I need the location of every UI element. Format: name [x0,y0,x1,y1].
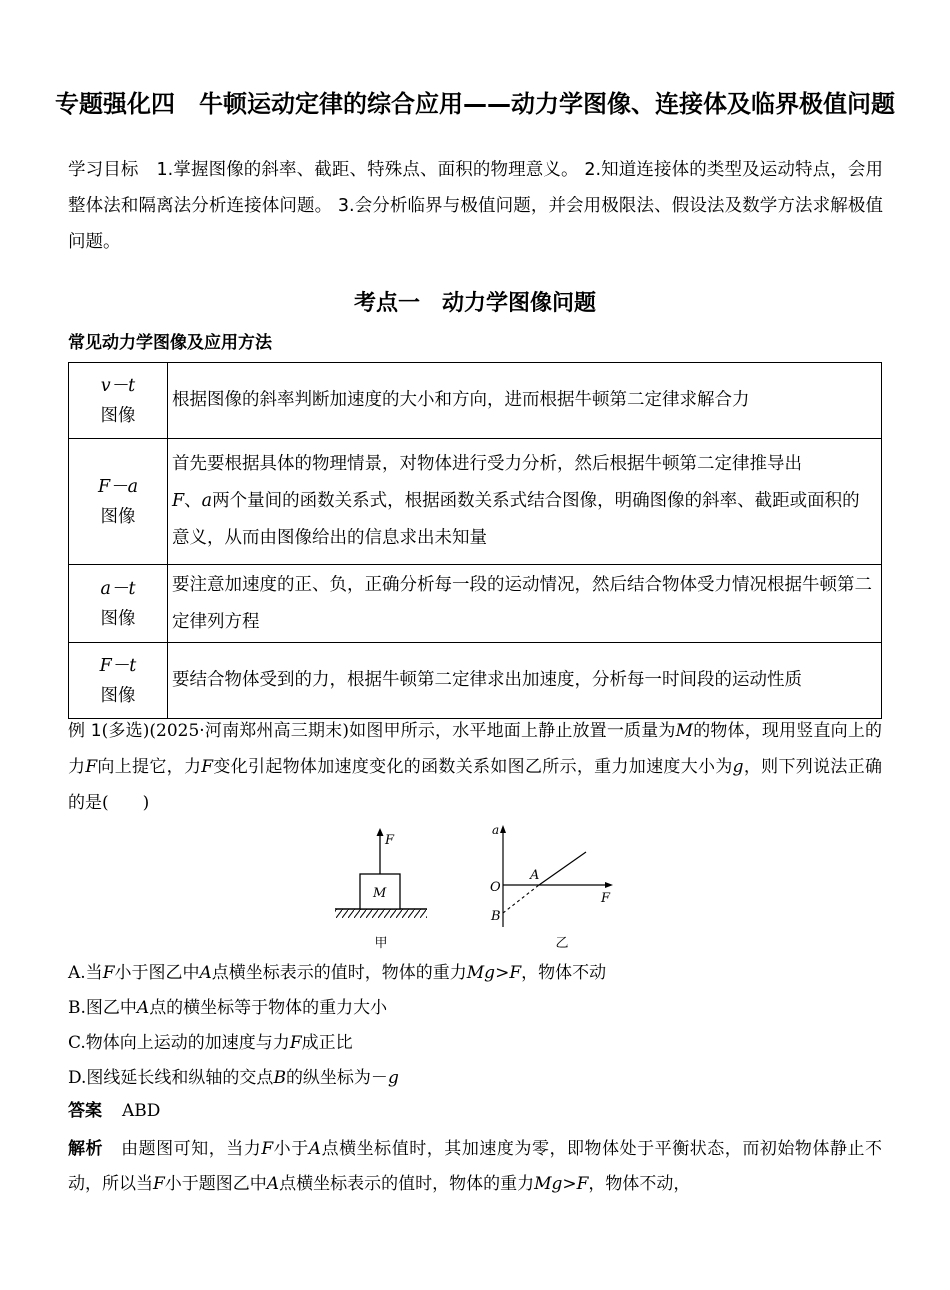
table-row [69,363,882,439]
extension-dashed-line [503,885,539,913]
analysis-text: 解析 由题图可知，当力F小于A点横坐标值时，其加速度为零，即物体处于平衡状态，而初始物体静止不动，所以当F小于题图乙中A点横坐标表示的值时，物体的重力Mg>F，物体不动， [68,1139,883,1194]
row-label: v－t 图像 [69,363,168,439]
row-label: F－a 图像 [69,439,168,565]
table-heading: 常见动力学图像及应用方法 [68,333,272,353]
option-b: B.图乙中A点的横坐标等于物体的重力大小 [68,998,388,1018]
example-tag: (多选)(2025·河南郑州高三期末) [101,721,349,741]
option-d: D.图线延长线和纵轴的交点B的纵坐标为－g [68,1068,399,1088]
example-label: 例 1 [68,721,102,741]
graph-line [539,852,586,885]
a-axis-label: a [492,823,500,837]
row-text: 根据图像的斜率判断加速度的大小和方向，进而根据牛顿第二定律求解合力 [168,363,882,439]
goals-label: 学习目标 [68,160,139,180]
table-row [69,565,882,643]
answer-options [68,956,882,1096]
section-title: 考点一 动力学图像问题 [353,291,596,316]
row-text: 要注意加速度的正、负，正确分析每一段的运动情况，然后结合物体受力情况根据牛顿第二定律列方程 [168,565,882,643]
row-label: F－t 图像 [69,643,168,719]
table-row [69,439,882,565]
answer-line [68,1096,160,1121]
answer-value: ABD [122,1101,161,1121]
row-text: 要结合物体受到的力，根据牛顿第二定律求出加速度，分析每一时间段的运动性质 [168,643,882,719]
problem-figure [330,822,630,957]
methods-table [68,362,882,719]
caption-yi: 乙 [555,936,569,951]
point-a-label: A [530,868,540,883]
figure-jia [335,828,427,951]
mass-label: M [373,886,387,901]
option-a: A.当F小于图乙中A点横坐标表示的值时，物体的重力Mg>F，物体不动 [68,963,607,983]
f-axis-arrowhead [605,882,613,888]
example-problem: 例 1(多选)(2025·河南郑州高三期末)如图甲所示，水平地面上静止放置一质量为M的物体，现用竖直向上的力F向上提它，力F变化引起物体加速度变化的函数关系如图乙所示，重力加速度大小为g，则下列说法正确的是( ) [68,721,883,813]
force-arrowhead [377,828,384,836]
figure-yi [490,823,613,951]
caption-jia: 甲 [374,936,388,951]
page-title: 专题强化四 牛顿运动定律的综合应用——动力学图像、连接体及临界极值问题 [55,90,895,118]
goals-text: 1.掌握图像的斜率、截距、特殊点、面积的物理意义。 2.知道连接体的类型及运动特点，会用整体法和隔离法分析连接体问题。 3.会分析临界与极值问题，并会用极限法、假设法及数学方法求解极值问题。 [68,160,883,252]
f-axis-label: F [601,891,611,906]
ground-hatch [335,909,427,918]
row-text: 首先要根据具体的物理情景，对物体进行受力分析，然后根据牛顿第二定律推导出 F、a两个量间的函数关系式，根据函数关系式结合图像，明确图像的斜率、截距或面积的意义，从而由图像给出的信息求出未知量 [168,439,882,565]
point-b-label: B [491,909,501,924]
table-row [69,643,882,719]
origin-label: O [490,880,501,895]
force-label: F [385,833,395,848]
analysis-label: 解析 [68,1139,104,1159]
option-c: C.物体向上运动的加速度与力F成正比 [68,1033,353,1053]
a-axis-arrowhead [500,825,506,833]
learning-goals [68,152,883,260]
row-label: a－t 图像 [69,565,168,643]
answer-label: 答案 [68,1101,102,1121]
